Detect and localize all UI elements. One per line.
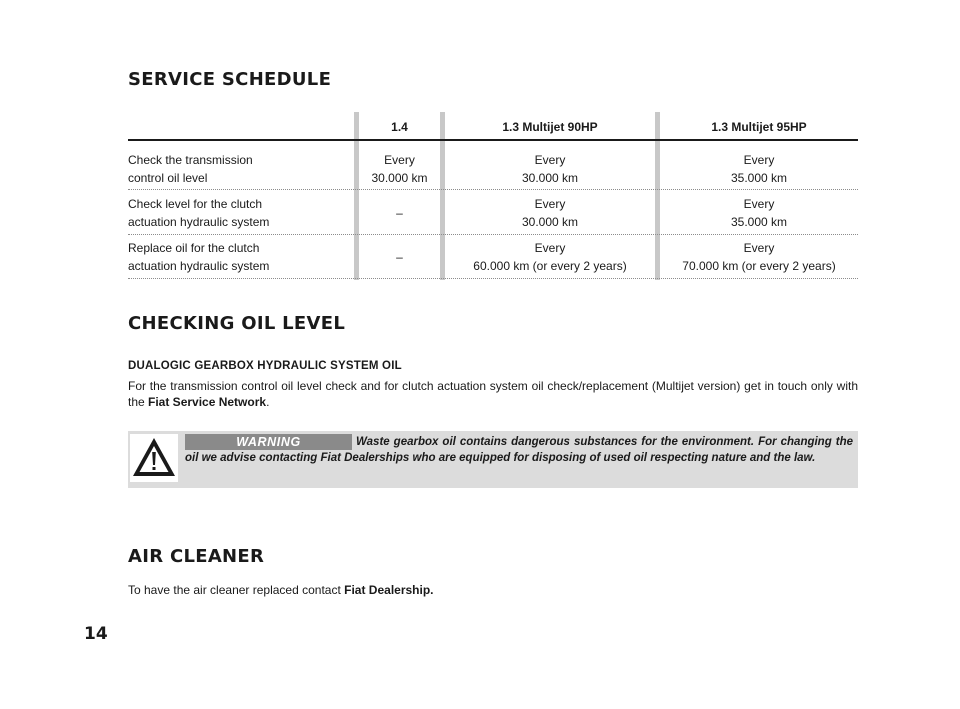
- air-cleaner-text: To have the air cleaner replaced contact Fiat Dealership.: [128, 583, 434, 597]
- row-separator: [128, 189, 858, 190]
- service-schedule-table: [128, 112, 858, 280]
- table-cell: Every 30.000 km: [521, 197, 579, 229]
- column-header-multijet-95hp: 1.3 Multijet 95HP: [711, 120, 807, 134]
- table-row-label: Replace oil for the clutch actuation hydraulic system: [128, 241, 270, 273]
- table-cell: Every 35.000 km: [730, 197, 788, 229]
- table-cell: Every 30.000 km: [371, 153, 428, 185]
- table-cell: Every 35.000 km: [730, 153, 788, 185]
- service-network-text: Fiat Service Network: [148, 395, 267, 409]
- row-separator: [128, 234, 858, 235]
- warning-text: Waste gearbox oil contains dangerous substances for the environment. For changing the oil we advise contacting Fiat Dealerships who are equipped for disposing of used oil respecting nature and the law.: [185, 436, 853, 464]
- warning-box: [128, 431, 858, 488]
- row-separator: [128, 278, 858, 279]
- column-header-1-4: 1.4: [391, 120, 408, 134]
- column-header-multijet-90hp: 1.3 Multijet 90HP: [502, 120, 598, 134]
- warning-badge: WARNING: [185, 434, 352, 450]
- header-rule: [128, 139, 858, 141]
- table-cell: –: [396, 250, 403, 264]
- section-title-service-schedule: SERVICE SCHEDULE: [128, 69, 332, 90]
- section-title-air-cleaner: AIR CLEANER: [128, 546, 265, 567]
- page-number: 14: [84, 624, 108, 644]
- table-cell: Every 30.000 km: [521, 153, 579, 185]
- oil-paragraph: For the transmission control oil level check and for clutch actuation system oil check/replacement (Multijet version) get in touch only with the Fiat Service Network.: [128, 379, 858, 409]
- table-row-label: Check level for the clutch actuation hydraulic system: [128, 197, 270, 229]
- table-row-label: Check the transmission control oil level: [128, 153, 253, 185]
- table-cell: Every 70.000 km (or every 2 years): [682, 241, 836, 273]
- section-title-checking-oil-level: CHECKING OIL LEVEL: [128, 313, 346, 334]
- warning-triangle-icon: [130, 434, 178, 482]
- dealership-text: Fiat Dealership.: [344, 583, 434, 597]
- table-cell: –: [396, 206, 403, 220]
- subsection-title: DUALOGIC GEARBOX HYDRAULIC SYSTEM OIL: [128, 360, 402, 372]
- table-cell: Every 60.000 km (or every 2 years): [473, 241, 627, 273]
